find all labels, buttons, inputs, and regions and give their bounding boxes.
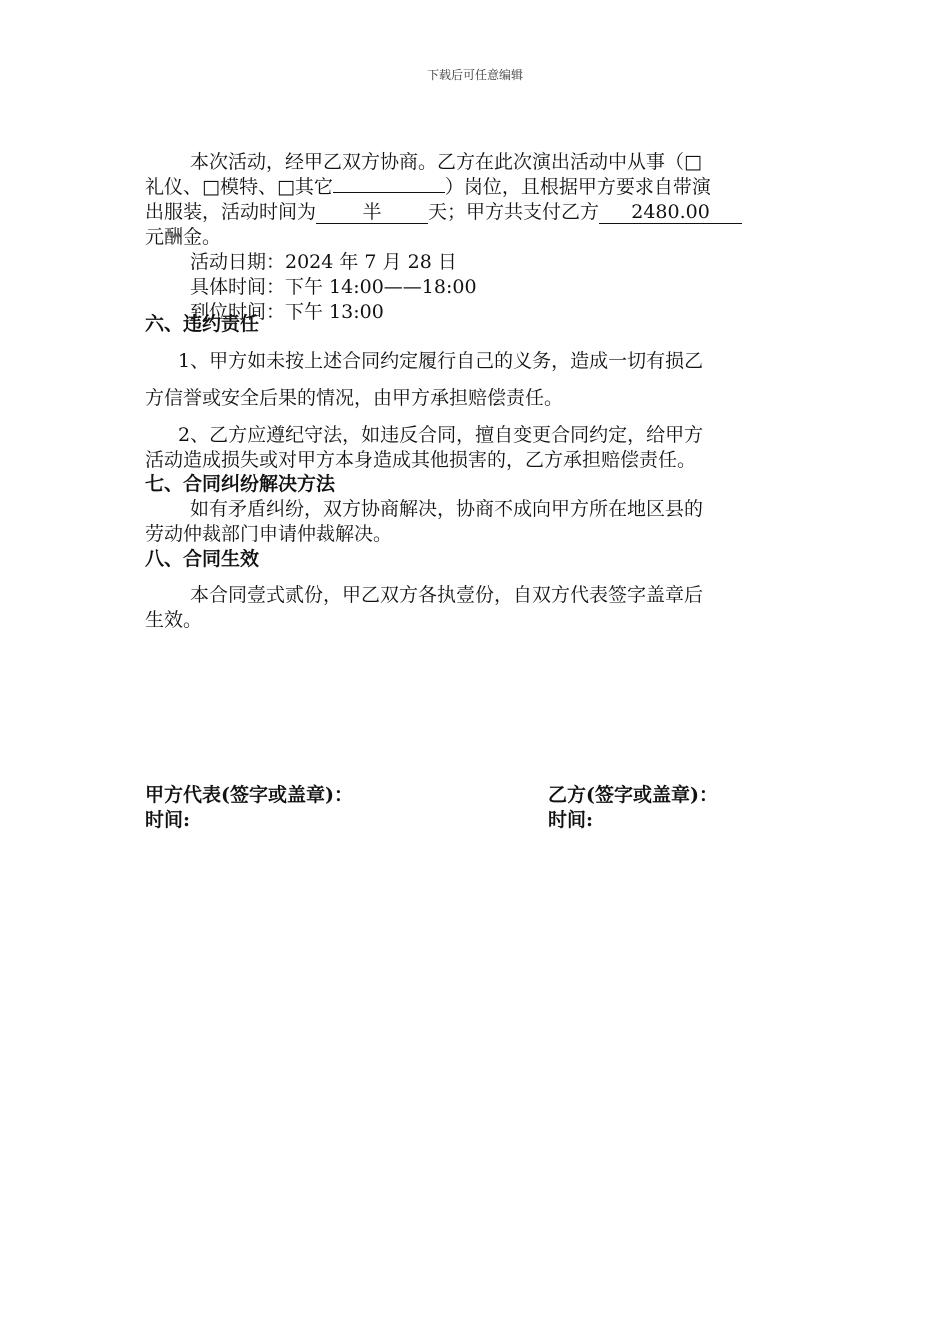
- section6-p1-line2: 方信誉或安全后果的情况，由甲方承担赔偿责任。: [145, 387, 564, 409]
- party-b-time-label: 时间:: [548, 809, 594, 831]
- party-a-signature-label: 甲方代表(签字或盖章)：: [145, 784, 353, 806]
- party-a-time-label: 时间:: [145, 809, 191, 831]
- section7-p1-line1: 如有矛盾纠纷，双方协商解决，协商不成向甲方所在地区县的: [190, 498, 704, 520]
- section8-p1-line1: 本合同壹式贰份，甲乙双方各执壹份，自双方代表签字盖章后: [190, 584, 704, 606]
- other-role-blank[interactable]: [333, 192, 445, 193]
- arrival-time-line: 到位时间：下午 13:00: [190, 301, 384, 323]
- section6-p1-line1: 1、甲方如未按上述合同约定履行自己的义务，造成一切有损乙: [178, 350, 704, 372]
- para1-line2-b: ）岗位，且根据甲方要求自带演: [444, 176, 711, 198]
- section7-title: 七、合同纠纷解决方法: [145, 473, 336, 495]
- activity-date-line: 活动日期：2024 年 7 月 28 日: [190, 251, 457, 273]
- para1-line3-b: 天；甲方共支付乙方: [428, 201, 600, 223]
- section6-p2-line1: 2、乙方应遵纪守法，如违反合同，擅自变更合同约定，给甲方: [178, 424, 704, 446]
- party-b-signature-label: 乙方(签字或盖章)：: [548, 784, 718, 806]
- section6-title: 六、违约责任: [145, 313, 260, 335]
- para1-line4: 元酬金。: [145, 226, 222, 248]
- section6-p2-line2: 活动造成损失或对甲方本身造成其他损害的，乙方承担赔偿责任。: [145, 449, 697, 471]
- section7-p1-line2: 劳动仲裁部门申请仲裁解决。: [145, 523, 393, 545]
- specific-time-line: 具体时间：下午 14:00——18:00: [190, 276, 477, 298]
- para1-line2: [145, 175, 711, 200]
- para1-line3: [145, 200, 742, 225]
- para1-line1: 本次活动，经甲乙双方协商。乙方在此次演出活动中从事（□: [190, 151, 702, 173]
- para1-line3-a: 出服装，活动时间为: [145, 201, 317, 223]
- section8-p1-line2: 生效。: [145, 609, 203, 631]
- activity-days-field[interactable]: 半: [316, 202, 428, 224]
- para1-line2-a: 礼仪、□模特、□其它: [145, 176, 333, 198]
- section8-title: 八、合同生效: [145, 548, 260, 570]
- page-header: 下载后可任意编辑: [426, 68, 523, 82]
- payment-amount-field[interactable]: 2480.00: [599, 202, 742, 224]
